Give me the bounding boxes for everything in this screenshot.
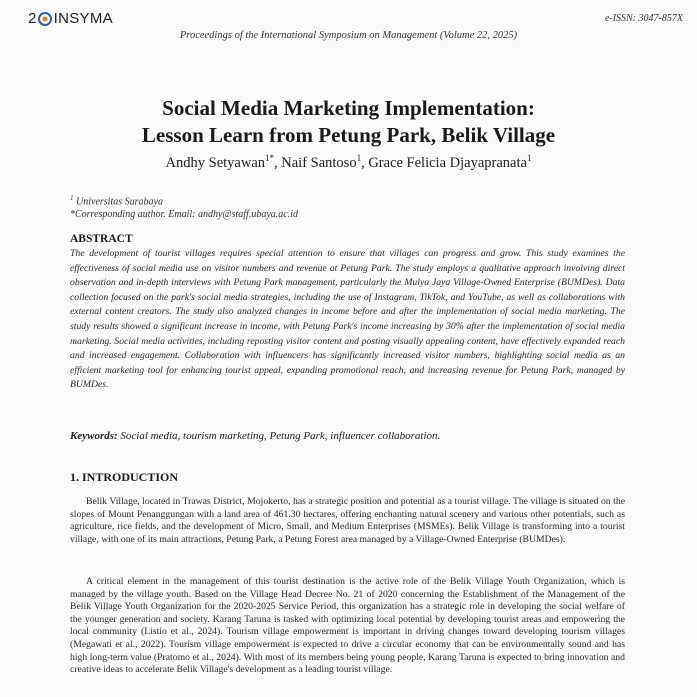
author-list: Andhy Setyawan$^{1*}$, Naif Santoso$^1$, Grace Felicia Djayapranata$^1$ [165,153,532,171]
logo-text: INSYMA [53,10,113,27]
keywords-text: Social media, tourism marketing, Petung Park, influencer collaboration. [120,430,441,442]
author-sup: 1* [265,153,275,163]
proceedings-header: Proceedings of the International Symposium on Management (Volume 22, 2025) [179,30,518,41]
affiliation-line [70,192,298,208]
author-name: Naif Santoso [281,154,357,171]
corresponding-author: *Corresponding author. Email: andhy@staff.ubaya.ac.id [70,209,298,221]
author-sup: 1 [356,153,362,163]
author-name: Andhy Setyawan [165,154,266,171]
intro-paragraph-1: Belik Village, located in Trawas District, Mojokerto, has a strategic position and potential as a tourist village. The village is situated on the slopes of Mount Penanggungan with a land area of 461.30 hectares, offering enchanting natural scenery and various other potentials, such as agriculture, rice fields, and the development of Micro, Small, and Medium Enterprises (MSMEs). Belik Village is transforming into a tourist village, with one of its main attractions, Petung Park, a Petung Forest area managed by a Village-Owned Enterprise (BUMDes). [70,496,625,545]
keywords-label: Keywords: [70,430,118,442]
insyma-logo [28,10,113,27]
logo-ring-icon [37,11,53,27]
title-line-2: Lesson Learn from Petung Park, Belik Village [141,123,556,147]
affiliations [70,192,298,221]
logo-prefix: 2 [28,10,37,27]
affiliation-sup: 1 [70,194,74,202]
keywords [70,430,440,442]
intro-paragraph-2: A critical element in the management of this tourist destination is the active role of the Belik Village Youth Organization, which is managed by the village youth. Based on the Village Head Decree No. 21 of 2020 concerning the Establishment of the Management of the Belik Village Youth Organization for the 2020-2025 Service Period, this organization has a strategic role in developing the social welfare of the younger generation and society. Karang Taruna is tasked with optimizing local potential by developing tourist areas and empowering the local community (Listio et al., 2024). Tourism village empowerment is important in driving changes toward developing tourism villages (Megawati et al., 2022). Tourism village empowerment is expected to drive a circular economy that can be environmentally sound and has high long-term value (Pratomo et al., 2024). With most of its members being young people, Karang Taruna is expected to bring innovation and creative ideas to accelerate Belik Village's development as a leading tourist village. [70,576,625,676]
issn: e-ISSN: 3047-857X [604,13,683,24]
author-name: Grace Felicia Djayapranata [368,154,527,171]
abstract-heading: ABSTRACT [70,233,133,245]
abstract-text: The development of tourist villages requires special attention to ensure that villages can progress and grow. This study examines the effectiveness of social media use on visitor numbers and revenue at Petung Park. The study employs a qualitative approach involving direct observation and in-depth interviews with Petung Park management, particularly the Mulya Jaya Village-Owned Enterprise (BUMDes). Data collection focused on the park's social media strategies, including the use of Instagram, TikTok, and YouTube, as well as collaborations with external content creators. The study also analyzed changes in income before and after the implementation of social media marketing. The study results showed a significant increase in income, with Petung Park's income increasing by 30% after the implementation of social media marketing. Social media activities, including reposting visitor content and posting visually appealing content, have effectively expanded reach and increased engagement. Collaboration with influencers has significantly increased visitor numbers, highlighting social media as an efficient marketing tool for enhancing tourist appeal, expanding promotional reach, and increasing revenue for Petung Park, managed by BUMDes. [70,248,625,391]
title-line-1: Social Media Marketing Implementation: [162,96,535,120]
introduction-heading: 1. INTRODUCTION [70,470,179,484]
paper-title [0,95,697,149]
affiliation-university: Universitas Surabaya [76,196,163,208]
author-sup: 1 [526,153,532,163]
